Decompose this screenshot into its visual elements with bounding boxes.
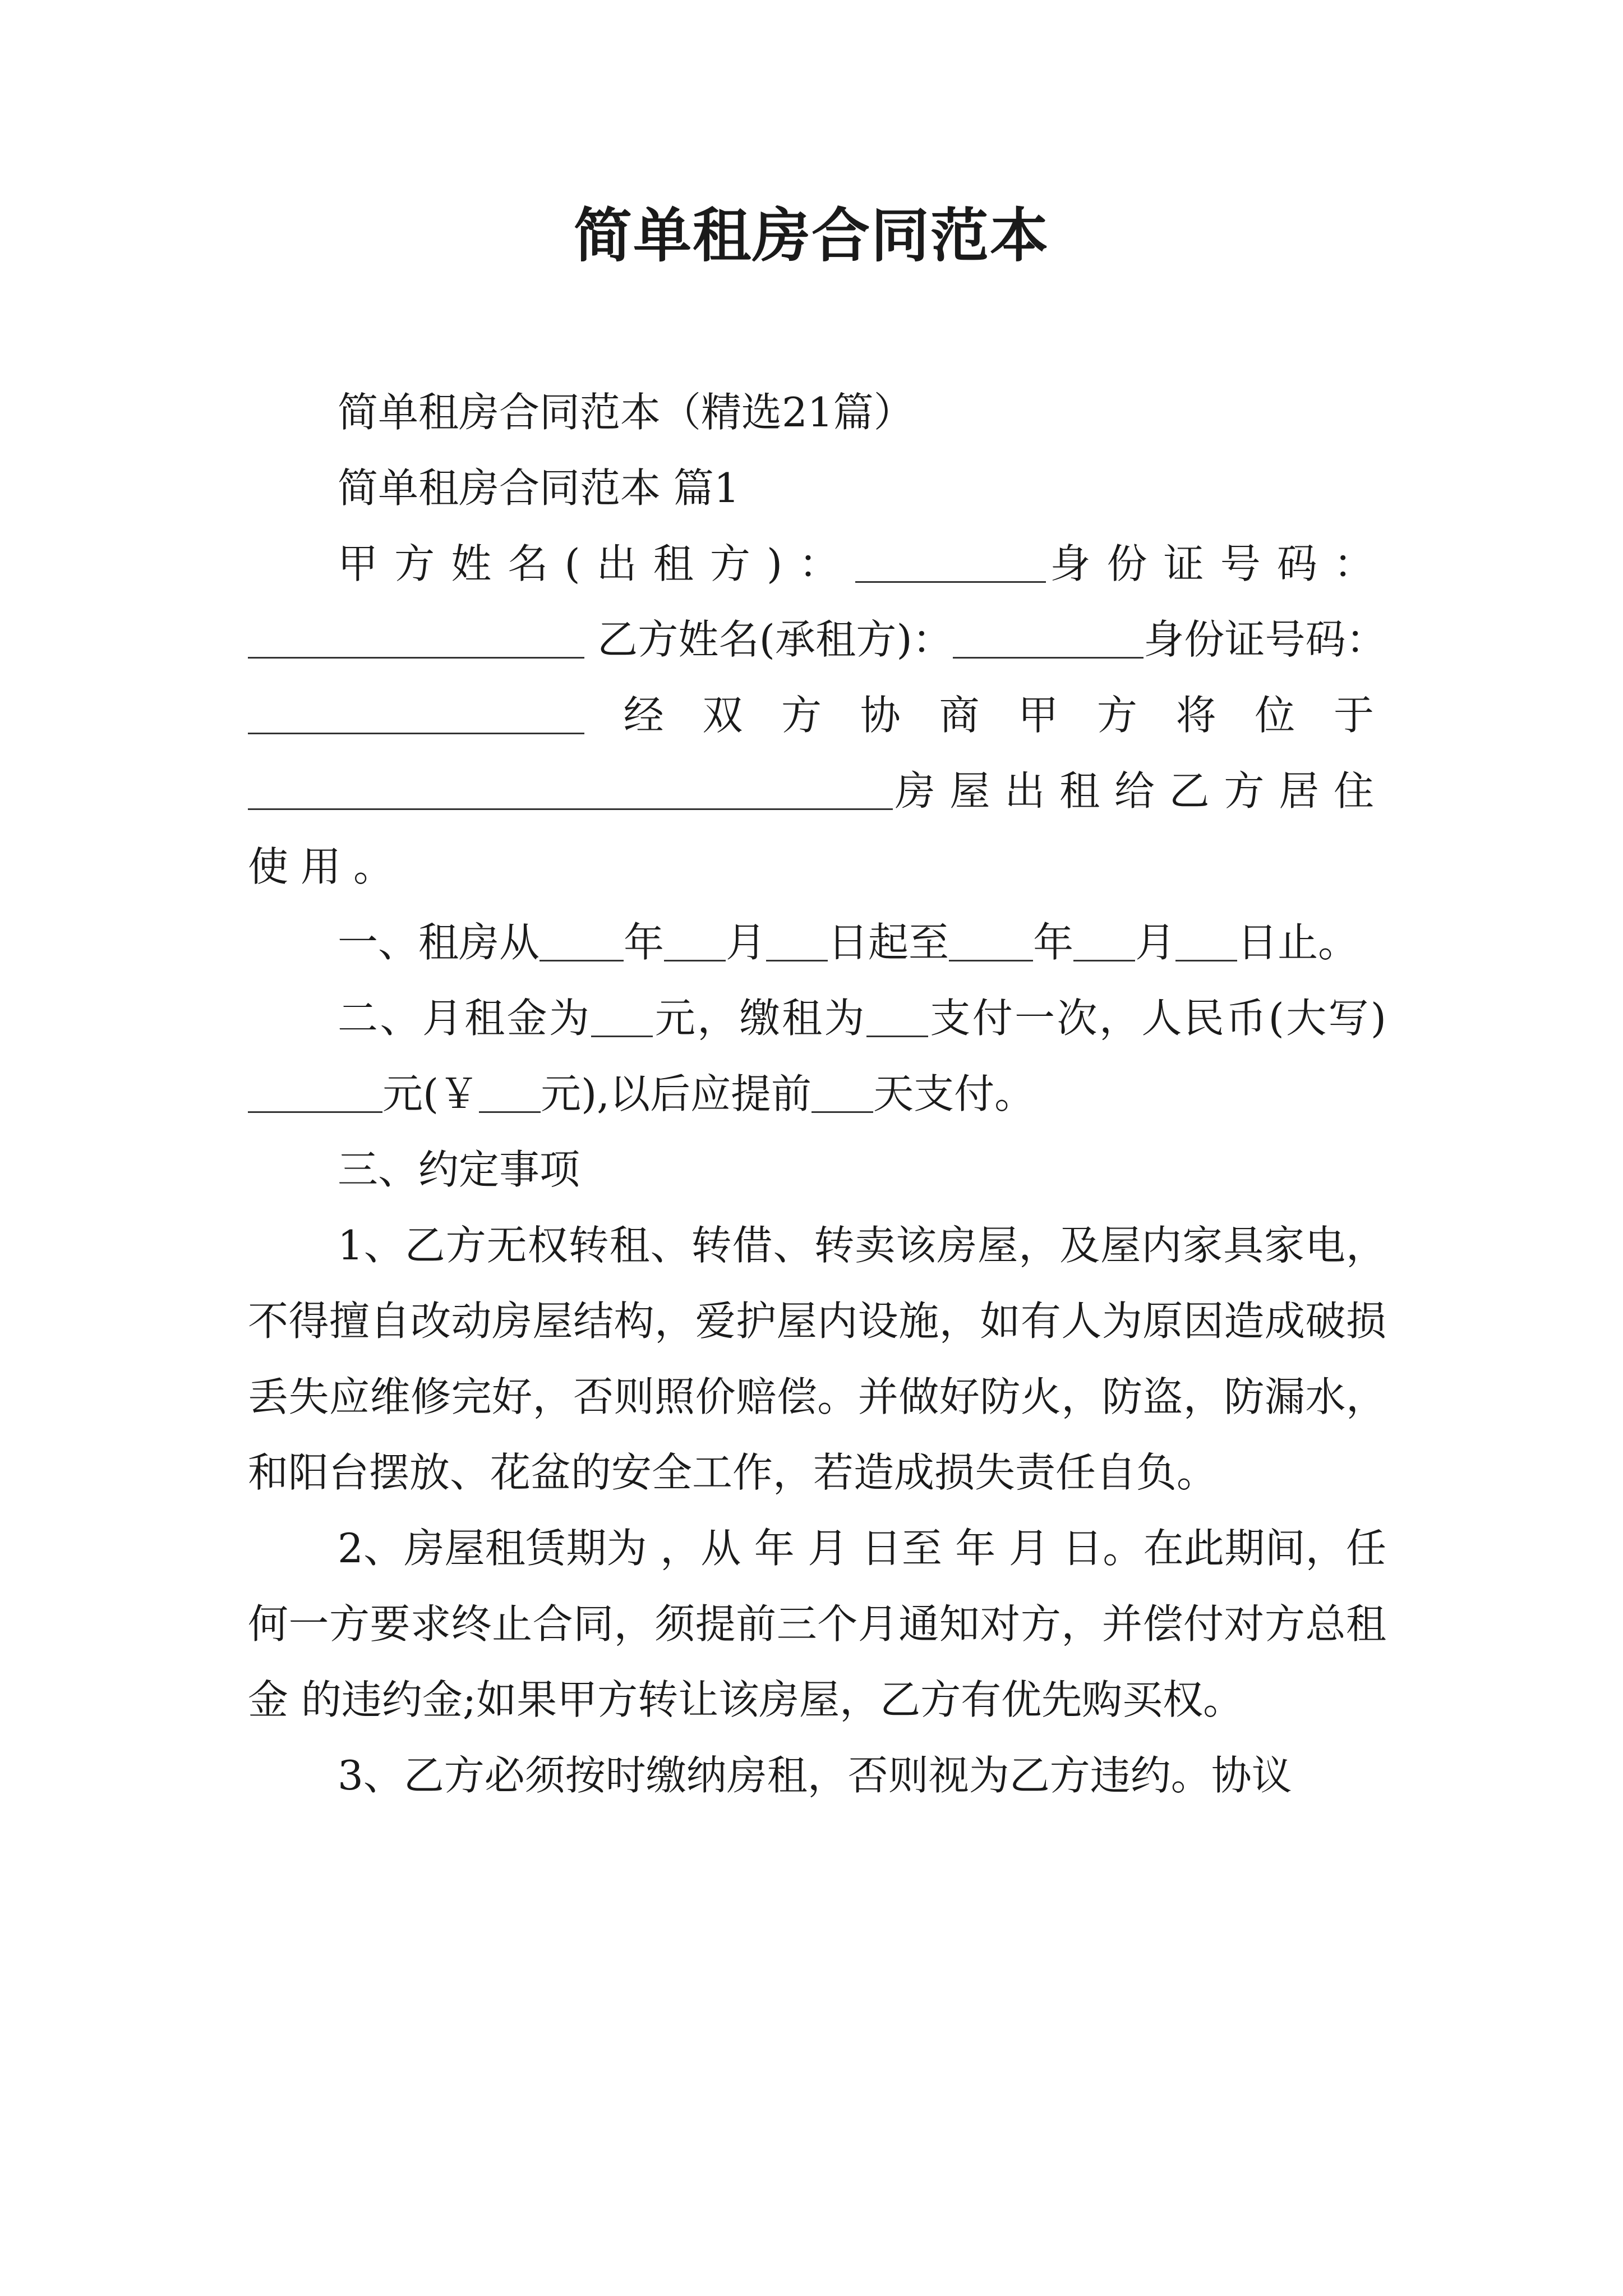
party-b-id-label: 身份证号码： — [1143, 616, 1386, 663]
clause-2-prefix: 二、月租金为 — [338, 995, 592, 1042]
document-subtitle: 简单租房合同范本（精选21篇） — [338, 389, 914, 436]
clause-1-year-from: 年 — [624, 919, 665, 966]
clause-3-heading: 三、约定事项 — [338, 1146, 580, 1193]
clause-1-month-from: 月 — [726, 919, 767, 966]
agreement-tail: 房屋出租给乙方居住使用。 — [248, 767, 1386, 890]
day-to-blank — [1175, 919, 1237, 961]
document-body — [248, 375, 1386, 1814]
clause-1-year-to: 年 — [1033, 919, 1074, 966]
clause-2-yuan-symbol: 元(￥ — [382, 1070, 479, 1117]
party-b-id-blank — [248, 692, 584, 734]
clause-2-yuan: 元，缴租为 — [653, 995, 866, 1042]
party-b-name-blank — [953, 616, 1144, 659]
year-from-blank — [540, 919, 624, 961]
advance-days-blank — [811, 1071, 873, 1113]
item-1: 1、乙方无权转租、转借、转卖该房屋，及屋内家具家电，不得擅自改动房屋结构，爱护屋内设施，如有人为原因造成破损丢失应维修完好，否则照价赔偿。并做好防火，防盗，防漏水，和阳台摆放、花盆的安全工作，若造成损失责任自负。 — [248, 1222, 1386, 1496]
document-title: 简单租房合同范本 — [573, 201, 1049, 270]
clause-1-month-to: 月 — [1135, 919, 1176, 966]
clause-1-prefix: 一、租房从 — [338, 919, 540, 966]
day-from-blank — [766, 919, 828, 961]
section-heading: 简单租房合同范本 篇1 — [338, 464, 740, 512]
month-to-blank — [1073, 919, 1135, 961]
item-2: 2、房屋租赁期为 ，从 年 月 日至 年 月 日。在此期间，任何一方要求终止合同，须提前三个月通知对方，并偿付对方总租金 的违约金;如果甲方转让该房屋，乙方有优先购买权。 — [248, 1525, 1386, 1723]
party-a-id-blank — [248, 616, 584, 659]
clause-1-day-from: 日起至 — [828, 919, 949, 966]
payment-period-blank — [866, 995, 928, 1037]
party-a-label: 甲方姓名(出租方)： — [338, 540, 856, 587]
clause-2-days: 天支付。 — [873, 1070, 1035, 1117]
parties-paragraph — [248, 526, 1386, 905]
clause-2-yuan-close: 元),以后应提前 — [541, 1070, 812, 1117]
clause-1 — [248, 905, 1386, 981]
month-from-blank — [664, 919, 726, 961]
property-address-blank — [248, 768, 893, 810]
year-to-blank — [949, 919, 1033, 961]
party-b-label: 乙方姓名(承租方)： — [597, 616, 953, 663]
amount-in-words-blank — [248, 1071, 382, 1113]
clause-2 — [248, 981, 1386, 1132]
party-a-name-blank — [855, 541, 1046, 583]
clause-1-day-to: 日止。 — [1237, 919, 1359, 966]
clause-2-pay-once: 支付一次，人民币(大写) — [928, 995, 1386, 1042]
item-3: 3、乙方必须按时缴纳房租，否则视为乙方违约。协议 — [338, 1752, 1292, 1799]
amount-in-figures-blank — [479, 1071, 541, 1113]
agreement-intro: 经双方协商甲方将位于 — [623, 692, 1386, 739]
monthly-rent-blank — [591, 995, 653, 1037]
party-a-id-label: 身份证号码： — [1046, 540, 1386, 587]
